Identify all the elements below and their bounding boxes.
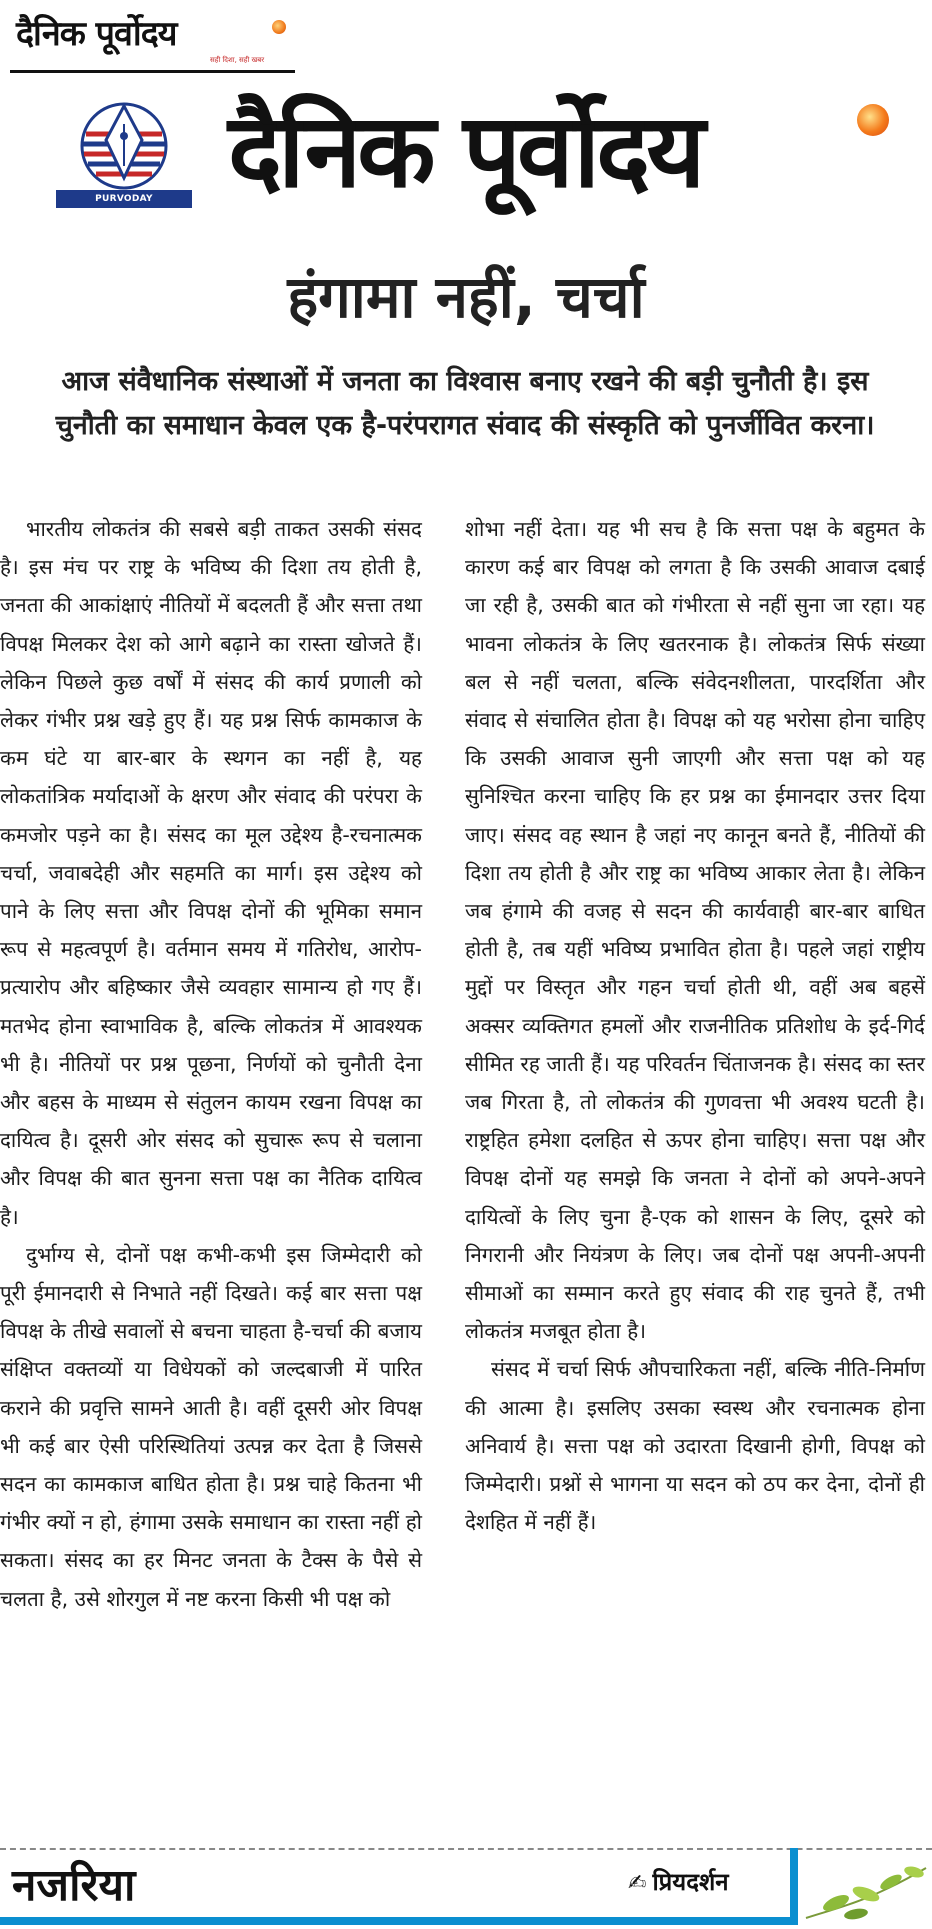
sun-icon-large — [857, 104, 889, 136]
logo-caption: PURVODAY PUBLICATIONS — [56, 190, 192, 208]
article-paragraph: दुर्भाग्य से, दोनों पक्ष कभी-कभी इस जिम्मेदारी को पूरी ईमानदारी से निभाते नहीं दिखते। कई बार सत्ता पक्ष विपक्ष के तीखे सवालों से बचना चाहता है-चर्चा की बजाय संक्षिप्त वक्तव्यों या विधेयकों को जल्दबाजी में पारित कराने की प्रवृत्ति सामने आती है। वहीं दूसरी ओर विपक्ष भी कई बार ऐसी परिस्थितियां उत्पन्न कर देता है जिससे सदन का कामकाज बाधित होता है। प्रश्न चाहे कितना भी गंभीर क्यों न हो, हंगामा उसके समाधान का रास्ता नहीं हो सकता। संसद का हर मिनट जनता के टैक्स के पैसे से चलता है, उसे शोरगुल में नष्ट करना किसी भी पक्ष को — [0, 1242, 422, 1611]
small-masthead-tagline: सही दिशा, सही खबर — [210, 56, 265, 64]
article-paragraph: संसद में चर्चा सिर्फ औपचारिकता नहीं, बल्कि नीति-निर्माण की आत्मा है। इसलिए उसका स्वस्थ और रचनात्मक होना अनिवार्य है। सत्ता पक्ष को उदारता दिखानी होगी, विपक्ष को जिम्मेदारी। प्रश्नों से भागना या सदन को ठप कर देना, दोनों ही देशहित में नहीं हैं। — [465, 1357, 925, 1535]
small-masthead — [10, 8, 295, 72]
author-byline — [628, 1866, 729, 1900]
sun-icon — [272, 20, 286, 34]
publication-logo — [56, 100, 192, 222]
pen-icon: ✍ — [628, 1871, 647, 1896]
article-paragraph: भारतीय लोकतंत्र की सबसे बड़ी ताकत उसकी संसद है। इस मंच पर राष्ट्र के भविष्य की दिशा तय होती है, जनता की आकांक्षाएं नीतियों में बदलती हैं और सत्ता तथा विपक्ष मिलकर देश को आगे बढ़ाने का रास्ता खोजते हैं। लेकिन पिछले कुछ वर्षों में संसद की कार्य प्रणाली को लेकर गंभीर प्रश्न खड़े हुए हैं। यह प्रश्न सिर्फ कामकाज के कम घंटे या बार-बार के स्थगन का नहीं है, यह लोकतांत्रिक मर्यादाओं के क्षरण और संवाद की परंपरा के कमजोर पड़ने का है। संसद का मूल उद्देश्य है-रचनात्मक चर्चा, जवाबदेही और सहमति का मार्ग। इस उद्देश्य को पाने के लिए सत्ता और विपक्ष दोनों की भूमिका समान रूप से महत्वपूर्ण है। वर्तमान समय में गतिरोध, आरोप-प्रत्यारोप और बहिष्कार जैसे व्यवहार सामान्य हो गए हैं। मतभेद होना स्वाभाविक है, बल्कि लोकतंत्र में आवश्यक भी है। नीतियों पर प्रश्न पूछना, निर्णयों को चुनौती देना और बहस के माध्यम से संतुलन कायम रखना विपक्ष का दायित्व है। दूसरी ओर संसद को सुचारू रूप से चलाना और विपक्ष की बात सुनना सत्ता पक्ष का नैतिक दायित्व है। — [0, 517, 422, 1229]
article-paragraph: शोभा नहीं देता। यह भी सच है कि सत्ता पक्ष के बहुमत के कारण कई बार विपक्ष को लगता है कि उसकी आवाज दबाई जा रही है, उसकी बात को गंभीरता से नहीं सुना जा रहा। यह भावना लोकतंत्र के लिए खतरनाक है। लोकतंत्र सिर्फ संख्या बल से नहीं चलता, बल्कि संवेदनशीलता, पारदर्शिता और संवाद से संचालित होता है। विपक्ष को यह भरोसा होना चाहिए कि उसकी आवाज सुनी जाएगी और सत्ता पक्ष को यह सुनिश्चित करना चाहिए कि हर प्रश्न का ईमानदार उत्तर दिया जाए। संसद वह स्थान है जहां नए कानून बनते हैं, नीतियों की दिशा तय होती है और राष्ट्र का भविष्य आकार लेता है। लेकिन जब हंगामे की वजह से सदन की कार्यवाही बार-बार बाधित होती है, तब यहीं भविष्य प्रभावित होता है। पहले जहां राष्ट्रीय मुद्दों पर विस्तृत और गहन चर्चा होती थी, वहीं अब बहसें अक्सर व्यक्तिगत हमलों और राजनीतिक प्रतिशोध के इर्द-गिर्द सीमित रह जाती हैं। यह परिवर्तन चिंताजनक है। संसद का स्तर जब गिरता है, तो लोकतंत्र की गुणवत्ता भी अवश्य घटती है। राष्ट्रहित हमेशा दलहित से ऊपर होना चाहिए। सत्ता पक्ष और विपक्ष दोनों यह समझे कि जनता ने दोनों को अपने-अपने दायित्वों के लिए चुना है-एक को शासन के लिए, दूसरे को निगरानी और नियंत्रण के लिए। जब दोनों पक्ष अपनी-अपनी सीमाओं का सम्मान करते हुए संवाद की राह चुनते हैं, तभी लोकतंत्र मजबूत होता है। — [465, 517, 925, 1344]
pen-nib-logo-icon — [56, 100, 192, 190]
section-label: नजरिया — [12, 1860, 136, 1911]
author-name: प्रियदर्शन — [652, 1868, 729, 1896]
masthead-title: दैनिक पूर्वोदय — [228, 92, 702, 211]
article-column-right — [465, 510, 925, 1541]
small-masthead-title: दैनिक पूर्वोदय — [16, 14, 177, 54]
masthead-rule — [10, 70, 295, 73]
plant-sprout-icon — [796, 1848, 932, 1925]
footer-color-bar — [0, 1917, 790, 1925]
article-headline: हंगामा नहीं, चर्चा — [287, 263, 645, 331]
article-deck: आज संवैधानिक संस्थाओं में जनता का विश्वास बनाए रखने की बड़ी चुनौती है। इस चुनौती का समाधान केवल एक है-परंपरागत संवाद की संस्कृति को पुनर्जीवित करना। — [55, 366, 875, 441]
article-column-left — [0, 510, 422, 1618]
